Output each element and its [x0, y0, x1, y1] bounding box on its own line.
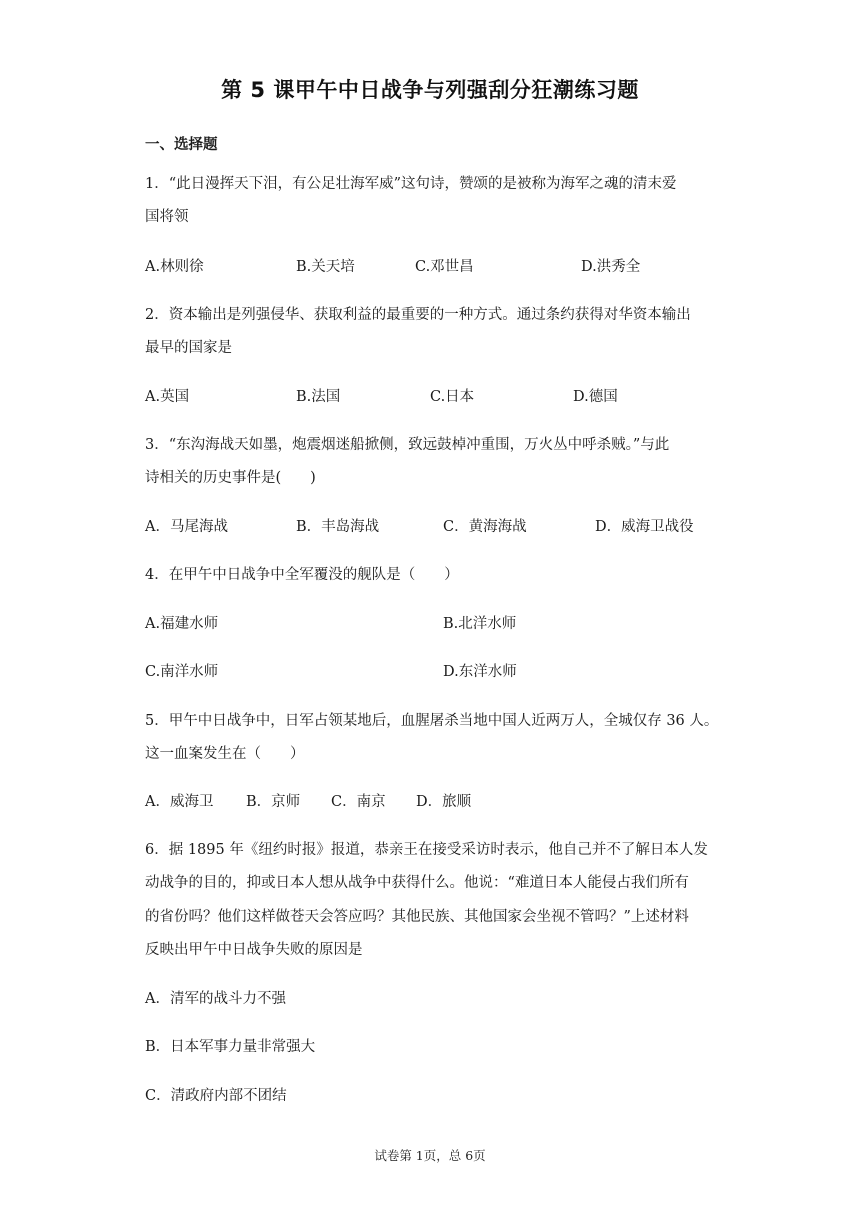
section-heading: 一、选择题 — [145, 137, 218, 153]
question-1-option-b: B.关天培 — [296, 259, 355, 275]
question-5-line-2: 这一血案发生在（ ） — [145, 746, 305, 762]
question-5-option-a: A．威海卫 — [145, 794, 214, 810]
question-4-option-d: D.东洋水师 — [443, 664, 517, 680]
question-6-option-c: C．清政府内部不团结 — [145, 1088, 287, 1104]
question-6-line-1: 6．据 1895 年《纽约时报》报道，恭亲王在接受采访时表示，他自己并不了解日本人发 — [145, 842, 708, 858]
question-3-option-d: D．威海卫战役 — [595, 519, 694, 535]
question-6-option-a: A．清军的战斗力不强 — [145, 991, 286, 1007]
question-3-option-a: A．马尾海战 — [145, 519, 228, 535]
page-title: 第 5 课甲午中日战争与列强刮分狂潮练习题 — [221, 78, 639, 102]
question-1-line-1: 1．“此日漫挥天下泪，有公足壮海军威”这句诗，赞颂的是被称为海军之魂的清末爱 — [145, 176, 677, 192]
question-1-line-2: 国将领 — [145, 209, 189, 225]
question-3-line-1: 3．“东沟海战天如墨，炮震烟迷船掀侧，致远鼓棹冲重围，万火丛中呼杀贼。”与此 — [145, 437, 670, 453]
question-4-option-b: B.北洋水师 — [443, 616, 517, 632]
question-4-line-1: 4．在甲午中日战争中全军覆没的舰队是（ ） — [145, 567, 459, 583]
question-1-option-c: C.邓世昌 — [415, 259, 474, 275]
question-3-option-c: C．黄海海战 — [443, 519, 527, 535]
question-2-option-b: B.法国 — [296, 389, 341, 405]
question-5-option-d: D．旅顺 — [416, 794, 472, 810]
question-6-option-b: B．日本军事力量非常强大 — [145, 1039, 316, 1055]
question-1-option-d: D.洪秀全 — [581, 259, 641, 275]
question-5-option-c: C．南京 — [331, 794, 386, 810]
question-6-line-3: 的省份吗？他们这样做苍天会答应吗？其他民族、其他国家会坐视不管吗？”上述材料 — [145, 909, 689, 925]
question-3-option-b: B．丰岛海战 — [296, 519, 380, 535]
question-4-option-a: A.福建水师 — [145, 616, 219, 632]
page-footer: 试卷第 1页，总 6页 — [374, 1148, 486, 1163]
question-6-line-4: 反映出甲午中日战争失败的原因是 — [145, 942, 363, 958]
question-4-option-c: C.南洋水师 — [145, 664, 219, 680]
question-2-line-2: 最早的国家是 — [145, 340, 232, 356]
question-2-option-c: C.日本 — [430, 389, 475, 405]
question-6-line-2: 动战争的目的，抑或日本人想从战争中获得什么。他说：“难道日本人能侵占我们所有 — [145, 875, 689, 891]
question-3-line-2: 诗相关的历史事件是( ) — [145, 470, 316, 486]
question-5-option-b: B．京师 — [246, 794, 301, 810]
question-2-option-d: D.德国 — [573, 389, 618, 405]
question-5-line-1: 5．甲午中日战争中，日军占领某地后，血腥屠杀当地中国人近两万人，全城仅存 36 人。 — [145, 713, 719, 729]
question-2-line-1: 2．资本输出是列强侵华、获取利益的最重要的一种方式。通过条约获得对华资本输出 — [145, 307, 691, 323]
question-2-option-a: A.英国 — [145, 389, 190, 405]
question-1-option-a: A.林则徐 — [145, 259, 204, 275]
